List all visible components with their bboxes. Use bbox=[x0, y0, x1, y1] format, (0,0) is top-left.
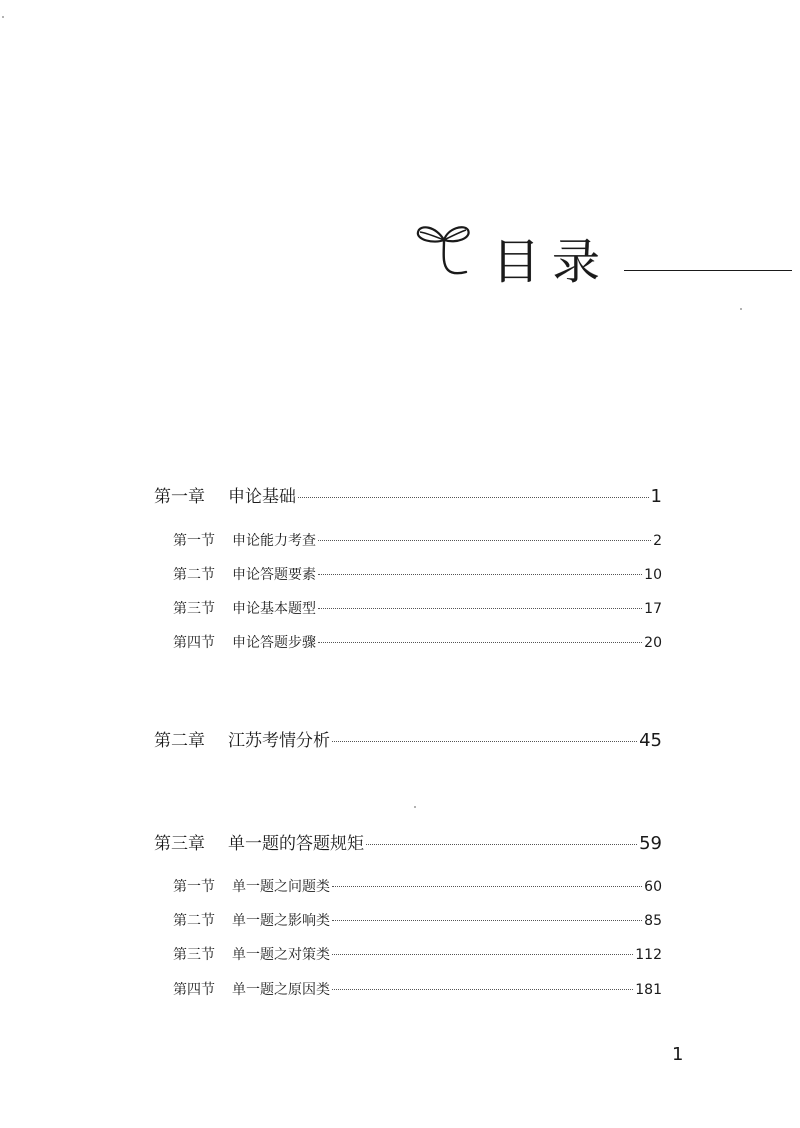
section-page: 10 bbox=[644, 567, 662, 583]
chapter-page: 45 bbox=[639, 730, 662, 751]
page-number: 1 bbox=[672, 1044, 684, 1065]
section-title: 申论答题要素 bbox=[232, 567, 316, 583]
chapter-label: 第二章 bbox=[154, 731, 205, 751]
section-label: 第三节 bbox=[173, 601, 215, 617]
toc-chapter-1[interactable] bbox=[154, 482, 662, 507]
section-label: 第四节 bbox=[173, 982, 215, 998]
toc-section-1-2[interactable] bbox=[173, 564, 662, 584]
chapter-label: 第三章 bbox=[154, 834, 205, 854]
section-title: 申论答题步骤 bbox=[232, 635, 316, 651]
section-title: 单一题之问题类 bbox=[232, 879, 330, 895]
chapter-title: 单一题的答题规矩 bbox=[228, 834, 364, 854]
sprout-icon bbox=[414, 222, 478, 282]
toc-section-3-3[interactable] bbox=[173, 944, 662, 964]
dot-leader bbox=[318, 642, 642, 643]
dot-leader bbox=[366, 844, 637, 845]
toc-chapter-2[interactable] bbox=[154, 726, 662, 751]
section-title: 单一题之对策类 bbox=[232, 947, 330, 963]
section-page: 85 bbox=[644, 913, 662, 929]
toc-section-1-1[interactable] bbox=[173, 530, 662, 550]
dot-leader bbox=[332, 886, 642, 887]
section-label: 第二节 bbox=[173, 913, 215, 929]
heading-rule bbox=[624, 270, 792, 271]
page-title: 目录 bbox=[492, 234, 613, 290]
chapter-title: 申论基础 bbox=[228, 487, 296, 507]
toc-section-3-2[interactable] bbox=[173, 910, 662, 930]
toc-section-3-1[interactable] bbox=[173, 876, 662, 896]
scan-speck bbox=[740, 308, 742, 310]
section-title: 申论基本题型 bbox=[232, 601, 316, 617]
section-label: 第四节 bbox=[173, 635, 215, 651]
section-title: 单一题之影响类 bbox=[232, 913, 330, 929]
section-label: 第一节 bbox=[173, 533, 215, 549]
toc-chapter-3[interactable] bbox=[154, 829, 662, 854]
section-label: 第二节 bbox=[173, 567, 215, 583]
chapter-page: 59 bbox=[639, 833, 662, 854]
section-page: 20 bbox=[644, 635, 662, 651]
section-page: 2 bbox=[653, 533, 662, 549]
chapter-page: 1 bbox=[650, 486, 662, 507]
dot-leader bbox=[332, 741, 637, 742]
toc-section-1-3[interactable] bbox=[173, 598, 662, 618]
scan-speck bbox=[2, 16, 4, 18]
section-title: 单一题之原因类 bbox=[232, 982, 330, 998]
toc-section-1-4[interactable] bbox=[173, 632, 662, 652]
section-page: 112 bbox=[635, 947, 662, 963]
section-page: 181 bbox=[635, 982, 662, 998]
chapter-title: 江苏考情分析 bbox=[228, 731, 330, 751]
dot-leader bbox=[332, 920, 642, 921]
dot-leader bbox=[318, 608, 642, 609]
scan-speck bbox=[414, 806, 416, 808]
section-title: 申论能力考查 bbox=[232, 533, 316, 549]
chapter-label: 第一章 bbox=[154, 487, 205, 507]
toc-section-3-4[interactable] bbox=[173, 979, 662, 999]
dot-leader bbox=[298, 497, 649, 498]
dot-leader bbox=[332, 954, 633, 955]
dot-leader bbox=[318, 540, 651, 541]
section-page: 60 bbox=[644, 879, 662, 895]
dot-leader bbox=[318, 574, 642, 575]
section-page: 17 bbox=[644, 601, 662, 617]
section-label: 第三节 bbox=[173, 947, 215, 963]
dot-leader bbox=[332, 989, 633, 990]
section-label: 第一节 bbox=[173, 879, 215, 895]
